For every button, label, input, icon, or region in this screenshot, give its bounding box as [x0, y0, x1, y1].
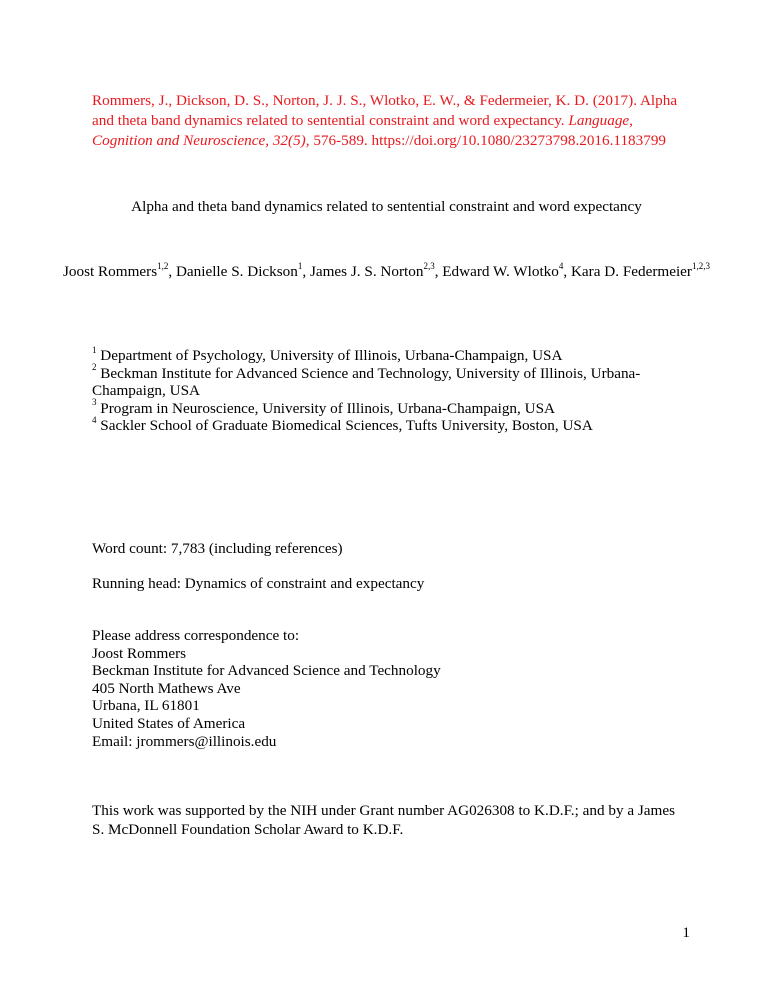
affiliation-item [92, 362, 681, 400]
correspondence-block [92, 627, 681, 750]
correspondence-name: Joost Rommers [92, 644, 187, 662]
author-affiliation-marker: 1,2,3 [691, 260, 710, 271]
author-affiliation-marker: 1 [297, 260, 303, 271]
word-count: Word count: 7,783 (including references) [92, 540, 343, 557]
funding-statement: This work was supported by the NIH under Grant number AG026308 to K.D.F.; and by a James S. McDonnell Foundation Scholar Award to K.D.F. [92, 802, 675, 838]
affiliation-number: 2 [92, 362, 97, 373]
correspondence-street: 405 North Mathews Ave [92, 679, 241, 697]
author-list: Joost Rommers$^{1,2}$, Danielle S. Dickson$^1$, James J. S. Norton$^{2,3}$, Edward W. Wlotko$^4$, Kara D. Federmeier$^{1,2,3}$ [63, 260, 710, 280]
affiliation-text: Beckman Institute for Advanced Science and Technology, University of Illinois, Urbana-Champaign, USA [92, 364, 641, 399]
affiliation-item [92, 344, 681, 365]
author-name: Joost Rommers [63, 263, 158, 280]
citation-journal: Language, Cognition and Neuroscience, 32(5), [92, 112, 633, 149]
paper-title: Alpha and theta band dynamics related to sentential constraint and word expectancy [131, 198, 642, 215]
running-head: Running head: Dynamics of constraint and expectancy [92, 575, 425, 592]
correspondence-intro: Please address correspondence to: [92, 627, 300, 644]
affiliation-number: 4 [92, 414, 97, 425]
author-affiliation-marker: 4 [558, 260, 564, 271]
correspondence-email: Email: jrommers@illinois.edu [92, 732, 277, 750]
affiliation-text: Program in Neuroscience, University of Illinois, Urbana-Champaign, USA [96, 399, 555, 417]
affiliation-number: 3 [92, 397, 97, 408]
page-number: 1 [682, 924, 690, 941]
citation-block [92, 91, 681, 151]
affiliation-number: 1 [92, 344, 97, 355]
citation-text: Rommers, J., Dickson, D. S., Norton, J. J. S., Wlotko, E. W., & Federmeier, K. D. (2017). Alpha and theta band dynamics related to sentential constraint and word expectancy. [92, 92, 678, 129]
affiliation-item [92, 397, 681, 418]
affiliation-text: Department of Psychology, University of Illinois, Urbana-Champaign, USA [96, 347, 563, 364]
author-affiliation-marker: 2,3 [423, 260, 435, 271]
author-name: James J. S. Norton [309, 263, 424, 280]
affiliation-text: Sackler School of Graduate Biomedical Sciences, Tufts University, Boston, USA [96, 417, 593, 434]
correspondence-city: Urbana, IL 61801 [92, 697, 200, 715]
author-affiliation-marker: 1,2 [157, 260, 169, 271]
citation-doi: 576-589. https://doi.org/10.1080/23273798.2016.1183799 [309, 132, 667, 149]
author-name: Danielle S. Dickson [175, 263, 298, 280]
author-name: Kara D. Federmeier [570, 263, 692, 280]
affiliation-list [92, 344, 681, 435]
correspondence-institution: Beckman Institute for Advanced Science and Technology [92, 662, 441, 680]
affiliation-item [92, 414, 681, 435]
correspondence-country: United States of America [92, 714, 246, 732]
author-name: Edward W. Wlotko [442, 263, 559, 280]
